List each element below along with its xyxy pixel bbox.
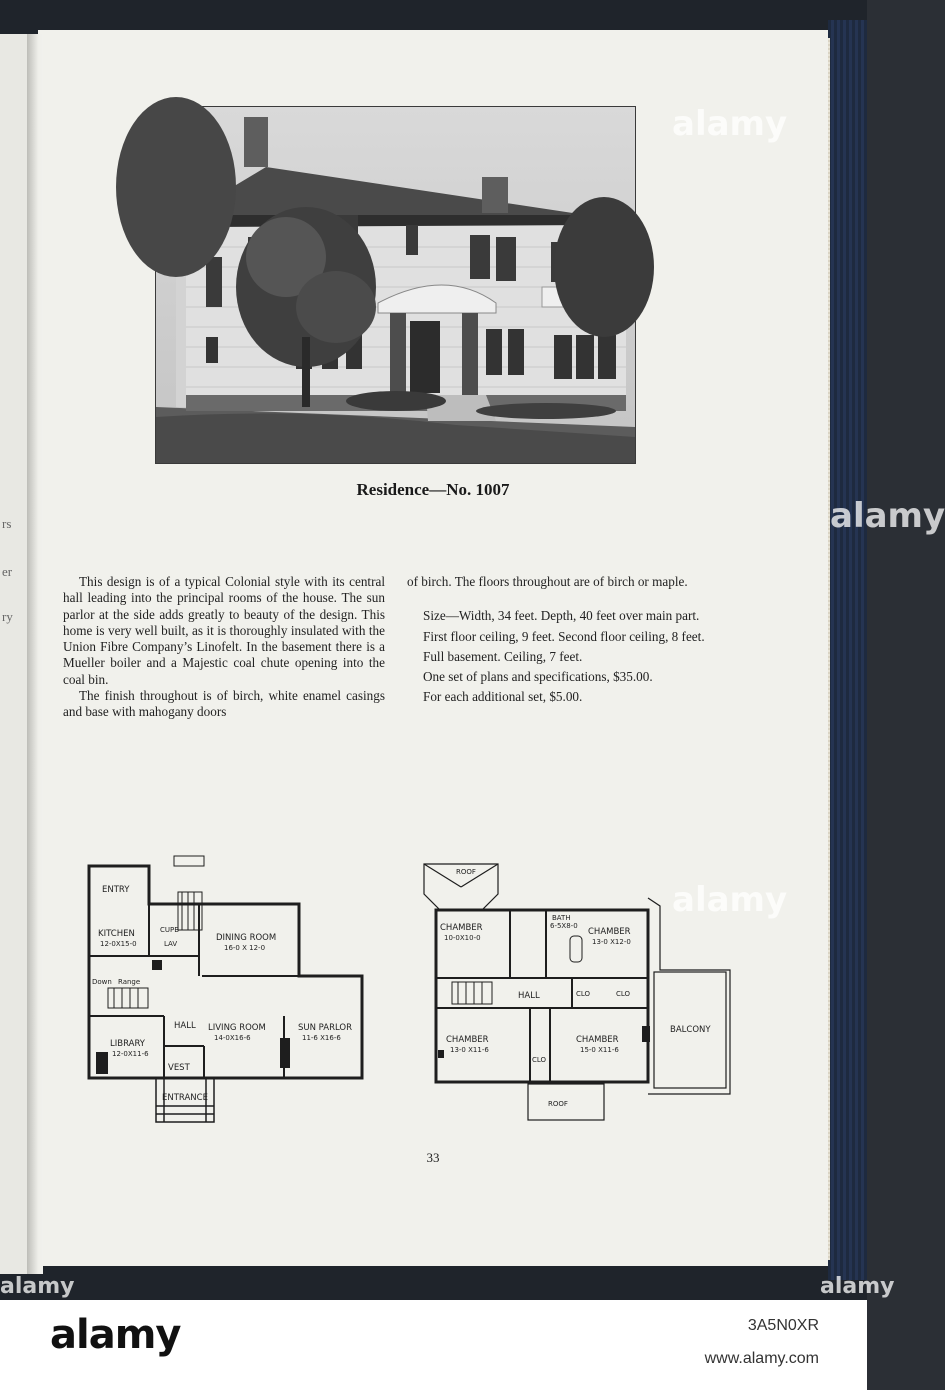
watermark: alamy (672, 104, 788, 144)
plan-label-chamber-2-size: 13-0 X12-0 (592, 938, 631, 946)
plan-label-entry: ENTRY (102, 885, 130, 895)
plan-label-roof-top: ROOF (456, 868, 476, 876)
plan-label-chamber-4: CHAMBER (576, 1035, 619, 1045)
plan-label-chamber-4-size: 15-0 X11-6 (580, 1046, 619, 1054)
plan-label-hall: HALL (174, 1021, 196, 1031)
book-gutter (27, 34, 43, 1274)
size-spec: Size—Width, 34 feet. Depth, 40 feet over main part. (423, 608, 700, 624)
price-spec: One set of plans and specifications, $35.00. (423, 669, 653, 685)
left-page-text: rs (2, 516, 12, 531)
book-cover-edge (828, 20, 867, 1280)
watermark-footer (0, 1300, 867, 1390)
plan-label-lav: LAV (164, 940, 178, 948)
plan-label-chamber-3-size: 13-0 X11-6 (450, 1046, 489, 1054)
ceiling-spec: First floor ceiling, 9 feet. Second floor ceiling, 8 feet. (423, 628, 705, 644)
image-id: 3A5N0XR (747, 1317, 819, 1334)
plan-label-dining: DINING ROOM (216, 933, 277, 943)
plan-label-chamber-1: CHAMBER (440, 923, 483, 933)
plan-label-roof-bottom: ROOF (548, 1100, 568, 1108)
plan-label-sun-size: 11-6 X16-6 (302, 1034, 341, 1042)
book-page (38, 30, 828, 1266)
plan-label-vest: VEST (168, 1063, 190, 1073)
paragraph: This design is of a typical Colonial style with its central hall leading into the principal rooms of the house. The sun parlor at the side adds greatly to beauty of the design. This home is very well built, as it is thoroughly insulated with the Union Fibre Company’s Linofelt. In the basement there is a Mueller boiler and a Majestic coal chute opening into the coal bin. (63, 574, 385, 687)
plan-label-dining-size: 16-0 X 12-0 (224, 944, 266, 952)
plan-label-chamber-2: CHAMBER (588, 927, 631, 937)
description-right-column (407, 574, 728, 706)
plan-label-library-size: 12-0X11-6 (112, 1050, 149, 1058)
residence-photo (155, 106, 636, 464)
first-floor-plan (84, 856, 374, 1136)
plan-label-kitchen-size: 12-0X15-0 (100, 940, 137, 948)
photo-caption: Residence—No. 1007 (356, 480, 510, 499)
plan-label-living: LIVING ROOM (208, 1023, 266, 1033)
plan-label-range: Range (118, 978, 141, 986)
plan-label-entrance: ENTRANCE (162, 1093, 208, 1103)
plan-label-sun: SUN PARLOR (298, 1023, 353, 1033)
plan-label-balcony: BALCONY (670, 1025, 711, 1035)
watermark: alamy (820, 1274, 895, 1299)
watermark: alamy (830, 496, 945, 536)
left-page-text: er (2, 564, 13, 579)
plan-label-clo: CLO (576, 990, 591, 998)
plan-label-chamber-3: CHAMBER (446, 1035, 489, 1045)
alamy-logo: alamy (50, 1312, 181, 1358)
plan-label-kitchen: KITCHEN (98, 929, 135, 939)
plan-label-chamber-1-size: 10-0X10-0 (444, 934, 481, 942)
additional-price-spec: For each additional set, $5.00. (423, 689, 583, 705)
paragraph: The finish throughout is of birch, white enamel casings and base with mahogany doors (63, 688, 385, 720)
watermark: alamy (672, 880, 788, 920)
plan-label-bath: BATH (552, 914, 571, 922)
description-left-column (63, 574, 385, 721)
page-number: 33 (426, 1150, 440, 1165)
site-url: www.alamy.com (704, 1350, 819, 1367)
plan-label-clo: CLO (616, 990, 631, 998)
basement-spec: Full basement. Ceiling, 7 feet. (423, 648, 583, 664)
watermark: alamy (0, 1274, 75, 1299)
paragraph: of birch. The floors throughout are of birch or maple. (407, 574, 688, 589)
plan-label-living-size: 14-0X16-6 (214, 1034, 251, 1042)
plan-label-library: LIBRARY (110, 1039, 146, 1049)
plan-label-cupb: CUPB (160, 926, 180, 934)
plan-label-bath-size: 6-5X8-0 (550, 922, 578, 930)
plan-label-hall: HALL (518, 991, 540, 1001)
left-page-text: ry (2, 609, 13, 624)
plan-label-down: Down (92, 978, 112, 986)
plan-label-clo: CLO (532, 1056, 547, 1064)
